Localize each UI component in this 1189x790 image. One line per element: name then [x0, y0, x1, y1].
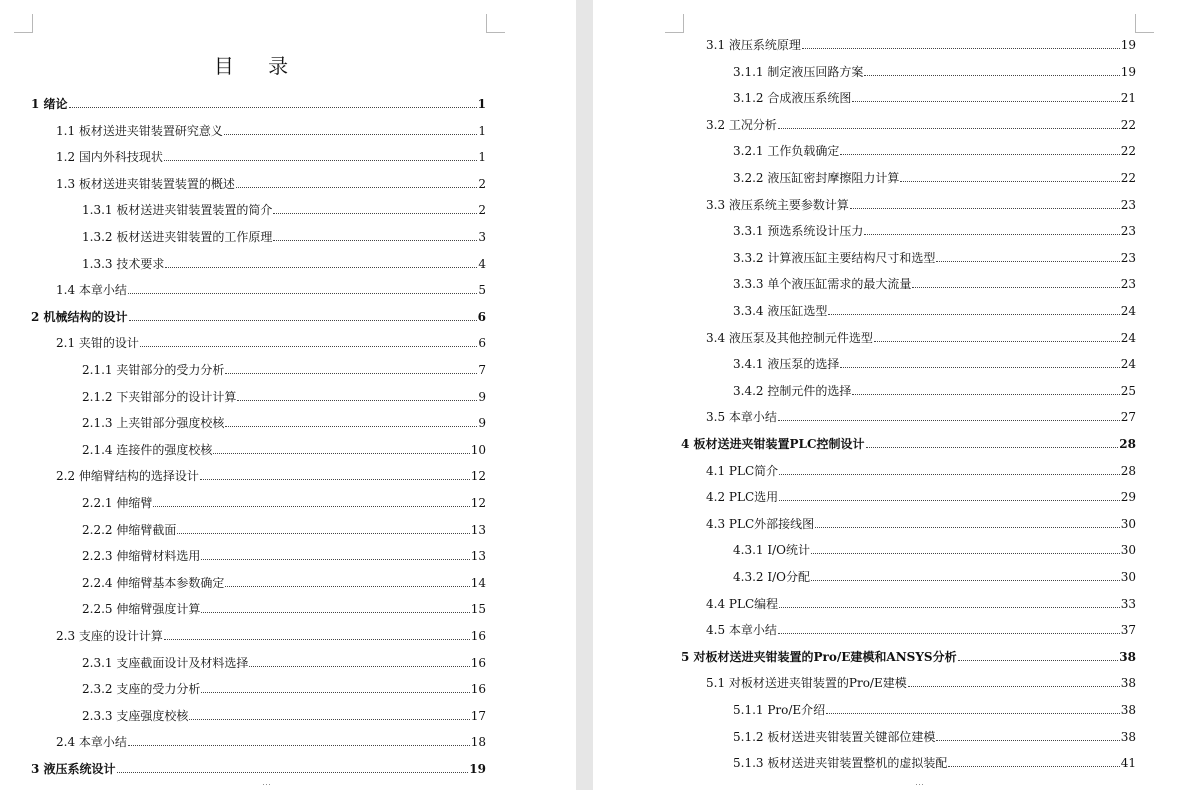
- toc-entry-page: 1: [477, 97, 486, 111]
- toc-entry-page: 23: [1120, 224, 1136, 239]
- toc-dot-leader: [164, 639, 470, 640]
- toc-entry-page: 30: [1120, 543, 1136, 558]
- toc-dot-leader: [237, 400, 477, 401]
- toc-entry-title: 4 板材送进夹钳装置PLC控制设计: [681, 437, 865, 451]
- toc-dot-leader: [811, 580, 1120, 581]
- toc-dot-leader: [874, 341, 1120, 342]
- crop-mark-top-right: [1135, 14, 1154, 33]
- toc-entry-title: 3.1 液压系统原理: [706, 38, 801, 52]
- crop-mark-top-left: [14, 14, 33, 33]
- toc-dot-leader: [177, 533, 469, 534]
- toc-entry-title: 1.3.2 板材送进夹钳装置的工作原理: [82, 230, 273, 244]
- toc-entry-page: 9: [478, 416, 486, 431]
- toc-dot-leader: [164, 160, 477, 161]
- toc-entry-page: 2: [478, 203, 486, 218]
- toc-entry-page: 38: [1119, 649, 1136, 664]
- toc-entry[interactable]: [706, 489, 1136, 505]
- toc-entry[interactable]: [733, 276, 1136, 292]
- toc-entry-page: 13: [470, 522, 486, 537]
- toc-entry[interactable]: [706, 117, 1136, 133]
- toc-entry-page: 6: [478, 336, 486, 351]
- toc-entry[interactable]: [82, 389, 486, 405]
- toc-entry[interactable]: [82, 229, 486, 245]
- toc-dot-leader: [273, 213, 477, 214]
- toc-entry-page: 14: [470, 575, 486, 590]
- toc-dot-leader: [864, 75, 1119, 76]
- toc-entry-page: 38: [1120, 729, 1136, 744]
- toc-entry-title: 4.3.1 I/O统计: [733, 543, 810, 558]
- document-page-left: [0, 0, 576, 790]
- toc-entry[interactable]: [733, 755, 1136, 771]
- toc-dot-leader: [826, 713, 1120, 714]
- toc-entry-title: 5.1 对板材送进夹钳装置的Pro/E建模: [706, 676, 907, 691]
- toc-dot-leader: [249, 666, 469, 667]
- toc-dot-leader: [189, 719, 469, 720]
- toc-entry[interactable]: [733, 303, 1136, 319]
- toc-dot-leader: [140, 346, 477, 347]
- toc-entry-page: 3: [478, 230, 486, 244]
- toc-entry-title: 5.1.2 板材送进夹钳装置关键部位建模: [733, 729, 936, 744]
- toc-entry-title: 3.2 工况分析: [706, 117, 777, 132]
- toc-dot-leader: [815, 527, 1120, 528]
- toc-dot-leader: [225, 586, 469, 587]
- toc-entry-page: 38: [1120, 703, 1136, 717]
- toc-entry-page: 22: [1120, 117, 1136, 132]
- toc-entry-page: 30: [1120, 516, 1136, 531]
- toc-entry[interactable]: [31, 309, 486, 325]
- toc-dot-leader: [273, 240, 477, 241]
- toc-entry-title: 2.1.3 上夹钳部分强度校核: [82, 416, 225, 431]
- toc-entry-page: 7: [478, 363, 486, 377]
- toc-entry-title: 2.2.2 伸缩臂截面: [82, 522, 177, 537]
- toc-entry[interactable]: [706, 596, 1136, 612]
- toc-entry[interactable]: [82, 495, 486, 511]
- toc-entry-page: 19: [1120, 64, 1136, 79]
- toc-entry-page: 23: [1120, 277, 1136, 292]
- toc-entry[interactable]: [681, 649, 1136, 665]
- toc-entry-page: 16: [470, 682, 486, 697]
- toc-dot-leader: [908, 686, 1120, 687]
- toc-entry[interactable]: [82, 708, 486, 724]
- toc-dot-leader: [958, 660, 1119, 661]
- toc-title: 目 录: [213, 54, 303, 78]
- toc-dot-leader: [778, 633, 1120, 634]
- toc-entry[interactable]: [82, 655, 486, 671]
- toc-entry-page: 33: [1120, 596, 1136, 611]
- toc-dot-leader: [117, 772, 469, 773]
- toc-entry[interactable]: [56, 123, 486, 139]
- toc-entry-title: 1.4 本章小结: [56, 283, 127, 298]
- toc-entry-page: 41: [1120, 756, 1136, 771]
- toc-entry-page: 5: [478, 283, 486, 298]
- toc-entry-title: 2.2.5 伸缩臂强度计算: [82, 602, 201, 617]
- toc-dot-leader: [936, 261, 1119, 262]
- toc-entry-title: 1.1 板材送进夹钳装置研究意义: [56, 123, 223, 138]
- toc-entry[interactable]: [56, 282, 486, 298]
- toc-dot-leader: [779, 500, 1120, 501]
- toc-entry[interactable]: [31, 96, 486, 112]
- toc-dot-leader: [802, 48, 1120, 49]
- toc-entry-page: 22: [1120, 144, 1136, 159]
- toc-entry-title: 3.1.1 制定液压回路方案: [733, 64, 864, 79]
- toc-entry-page: 6: [477, 309, 486, 324]
- toc-entry[interactable]: [56, 149, 486, 165]
- toc-entry[interactable]: [56, 734, 486, 750]
- toc-dot-leader: [69, 107, 477, 108]
- toc-dot-leader: [852, 394, 1119, 395]
- toc-dot-leader: [779, 607, 1120, 608]
- toc-dot-leader: [224, 134, 477, 135]
- toc-entry-page: 1: [478, 150, 486, 165]
- toc-dot-leader: [866, 447, 1119, 448]
- toc-dot-leader: [165, 267, 477, 268]
- toc-entry-page: 25: [1120, 383, 1136, 398]
- toc-entry-title: 3.1.2 合成液压系统图: [733, 91, 852, 106]
- toc-entry-page: 1: [478, 123, 486, 138]
- toc-dot-leader: [225, 373, 477, 374]
- toc-entry-page: 27: [1120, 410, 1136, 425]
- toc-entry-title: 2.2.4 伸缩臂基本参数确定: [82, 575, 225, 590]
- toc-entry-title: 3.3.4 液压缸选型: [733, 304, 828, 318]
- toc-entry[interactable]: [733, 90, 1136, 106]
- toc-entry-page: 19: [469, 762, 486, 776]
- toc-dot-leader: [225, 426, 477, 427]
- toc-entry-page: 2: [478, 176, 486, 191]
- toc-entry[interactable]: [733, 356, 1136, 372]
- toc-entry-page: 24: [1120, 357, 1136, 372]
- toc-entry[interactable]: [706, 197, 1136, 213]
- toc-entry-page: 28: [1119, 437, 1136, 451]
- toc-dot-leader: [201, 559, 469, 560]
- toc-dot-leader: [236, 187, 477, 188]
- toc-entry-title: 3.3 液压系统主要参数计算: [706, 197, 849, 212]
- toc-entry-title: 4.5 本章小结: [706, 623, 777, 638]
- toc-entry-title: 5.1.3 板材送进夹钳装置整机的虚拟装配: [733, 756, 948, 771]
- toc-entry[interactable]: [733, 729, 1136, 745]
- toc-entry-title: 2.2 伸缩臂结构的选择设计: [56, 469, 199, 484]
- toc-entry[interactable]: [706, 463, 1136, 479]
- toc-entry-title: 3.4 液压泵及其他控制元件选型: [706, 330, 873, 345]
- toc-dot-leader: [936, 740, 1119, 741]
- toc-entry-title: 1.3.3 技术要求: [82, 256, 165, 271]
- toc-entry[interactable]: [82, 415, 486, 431]
- toc-entry-title: 3.4.1 液压泵的选择: [733, 357, 840, 372]
- toc-entry[interactable]: [706, 409, 1136, 425]
- toc-entry-page: 13: [470, 549, 486, 564]
- toc-entry-page: 22: [1120, 171, 1136, 185]
- toc-entry[interactable]: [82, 362, 486, 378]
- toc-entry[interactable]: [82, 575, 486, 591]
- toc-dot-leader: [828, 314, 1119, 315]
- toc-entry-title: 4.2 PLC选用: [706, 490, 779, 505]
- toc-entry[interactable]: [56, 335, 486, 351]
- toc-dot-leader: [912, 287, 1119, 288]
- toc-entry-page: 28: [1120, 463, 1136, 478]
- toc-entry[interactable]: [706, 37, 1136, 53]
- toc-dot-leader: [948, 766, 1119, 767]
- toc-entry-title: 3.5 本章小结: [706, 410, 777, 425]
- toc-entry-title: 3.3.3 单个液压缸需求的最大流量: [733, 277, 912, 292]
- toc-entry[interactable]: [82, 202, 486, 218]
- toc-entry[interactable]: [82, 548, 486, 564]
- toc-dot-leader: [864, 234, 1119, 235]
- toc-entry[interactable]: [31, 761, 486, 777]
- toc-entry-page: 30: [1120, 570, 1136, 584]
- toc-entry-page: 15: [470, 602, 486, 617]
- toc-entry-page: 10: [470, 442, 486, 457]
- toc-entry-title: 1.2 国内外科技现状: [56, 150, 163, 165]
- toc-entry-page: 16: [470, 655, 486, 670]
- toc-entry-title: 4.3 PLC外部接线图: [706, 516, 815, 531]
- toc-dot-leader: [779, 474, 1120, 475]
- toc-entry[interactable]: [706, 622, 1136, 638]
- toc-entry-page: 23: [1120, 250, 1136, 265]
- toc-dot-leader: [778, 420, 1120, 421]
- toc-dot-leader: [153, 506, 469, 507]
- toc-entry-title: 5.1.1 Pro/E介绍: [733, 703, 826, 717]
- toc-entry-page: 12: [470, 469, 486, 484]
- toc-entry-title: 2.3.2 支座的受力分析: [82, 682, 201, 697]
- toc-entry-title: 2.1.2 下夹钳部分的设计计算: [82, 389, 237, 404]
- toc-entry-title: 3 液压系统设计: [31, 762, 116, 776]
- toc-entry[interactable]: [82, 522, 486, 538]
- toc-entry-title: 3.2.2 液压缸密封摩擦阻力计算: [733, 171, 900, 185]
- page-footer-mark: ⋯: [262, 780, 271, 790]
- toc-dot-leader: [840, 154, 1119, 155]
- toc-entry-title: 4.3.2 I/O分配: [733, 570, 810, 584]
- toc-entry-title: 3.3.1 预选系统设计压力: [733, 224, 864, 239]
- toc-dot-leader: [900, 181, 1119, 182]
- toc-entry[interactable]: [82, 601, 486, 617]
- toc-entry-page: 17: [470, 708, 486, 723]
- toc-entry-title: 3.3.2 计算液压缸主要结构尺寸和选型: [733, 250, 936, 265]
- toc-dot-leader: [129, 320, 477, 321]
- toc-dot-leader: [778, 128, 1120, 129]
- toc-dot-leader: [850, 208, 1120, 209]
- toc-dot-leader: [840, 367, 1119, 368]
- toc-dot-leader: [200, 479, 470, 480]
- toc-entry-page: 37: [1120, 623, 1136, 638]
- toc-entry-title: 2.1.1 夹钳部分的受力分析: [82, 363, 225, 377]
- toc-entry[interactable]: [733, 383, 1136, 399]
- toc-entry-page: 23: [1120, 197, 1136, 212]
- toc-entry[interactable]: [733, 542, 1136, 558]
- toc-dot-leader: [213, 453, 469, 454]
- toc-entry[interactable]: [733, 250, 1136, 266]
- toc-entry-page: 29: [1120, 490, 1136, 505]
- toc-entry[interactable]: [733, 569, 1136, 585]
- toc-entry-title: 4.1 PLC简介: [706, 463, 779, 478]
- toc-entry-title: 2.3.1 支座截面设计及材料选择: [82, 655, 249, 670]
- toc-entry-title: 2.1 夹钳的设计: [56, 336, 139, 351]
- toc-entry-title: 1 绪论: [31, 97, 68, 111]
- toc-entry-page: 24: [1120, 330, 1136, 345]
- toc-entry[interactable]: [56, 176, 486, 192]
- toc-entry-page: 9: [478, 389, 486, 404]
- toc-entry-page: 18: [470, 735, 486, 750]
- page-footer-mark: ⋯: [915, 780, 924, 790]
- toc-dot-leader: [128, 745, 470, 746]
- toc-entry-page: 4: [478, 256, 486, 271]
- toc-entry-page: 12: [470, 496, 486, 510]
- toc-entry[interactable]: [733, 170, 1136, 186]
- toc-entry[interactable]: [733, 143, 1136, 159]
- toc-entry-title: 2.2.1 伸缩臂: [82, 496, 153, 510]
- toc-entry-title: 4.4 PLC编程: [706, 596, 779, 611]
- toc-dot-leader: [201, 692, 469, 693]
- toc-entry-title: 1.3.1 板材送进夹钳装置装置的简介: [82, 203, 273, 218]
- toc-entry[interactable]: [733, 64, 1136, 80]
- toc-entry-title: 3.2.1 工作负载确定: [733, 144, 840, 159]
- toc-entry-title: 3.4.2 控制元件的选择: [733, 383, 852, 398]
- page-gap: [576, 0, 593, 790]
- toc-entry-title: 2.2.3 伸缩臂材料选用: [82, 549, 201, 564]
- toc-entry[interactable]: [706, 330, 1136, 346]
- toc-entry-title: 2 机械结构的设计: [31, 309, 128, 324]
- toc-dot-leader: [128, 293, 477, 294]
- toc-entry[interactable]: [82, 681, 486, 697]
- toc-entry[interactable]: [706, 516, 1136, 532]
- toc-entry[interactable]: [733, 223, 1136, 239]
- toc-entry-page: 16: [470, 629, 486, 643]
- toc-entry[interactable]: [56, 468, 486, 484]
- toc-dot-leader: [852, 101, 1119, 102]
- toc-dot-leader: [811, 553, 1120, 554]
- toc-entry-page: 24: [1120, 304, 1136, 318]
- toc-entry-page: 38: [1120, 676, 1136, 691]
- toc-entry[interactable]: [82, 442, 486, 458]
- document-page-right: [593, 0, 1189, 790]
- toc-entry-page: 19: [1120, 38, 1136, 52]
- crop-mark-top-right: [486, 14, 505, 33]
- toc-entry[interactable]: [56, 628, 486, 644]
- crop-mark-top-left: [665, 14, 684, 33]
- toc-dot-leader: [201, 612, 469, 613]
- toc-entry-title: 1.3 板材送进夹钳装置装置的概述: [56, 176, 235, 191]
- toc-entry-title: 2.3 支座的设计计算: [56, 629, 163, 643]
- toc-entry[interactable]: [733, 702, 1136, 718]
- toc-entry-title: 2.1.4 连接件的强度校核: [82, 442, 213, 457]
- toc-entry-title: 2.4 本章小结: [56, 735, 127, 750]
- toc-entry-title: 5 对板材送进夹钳装置的Pro/E建模和ANSYS分析: [681, 649, 957, 664]
- toc-entry-title: 2.3.3 支座强度校核: [82, 708, 189, 723]
- toc-entry[interactable]: [82, 256, 486, 272]
- toc-entry-page: 21: [1120, 91, 1136, 106]
- toc-entry[interactable]: [706, 675, 1136, 691]
- toc-entry[interactable]: [681, 436, 1136, 452]
